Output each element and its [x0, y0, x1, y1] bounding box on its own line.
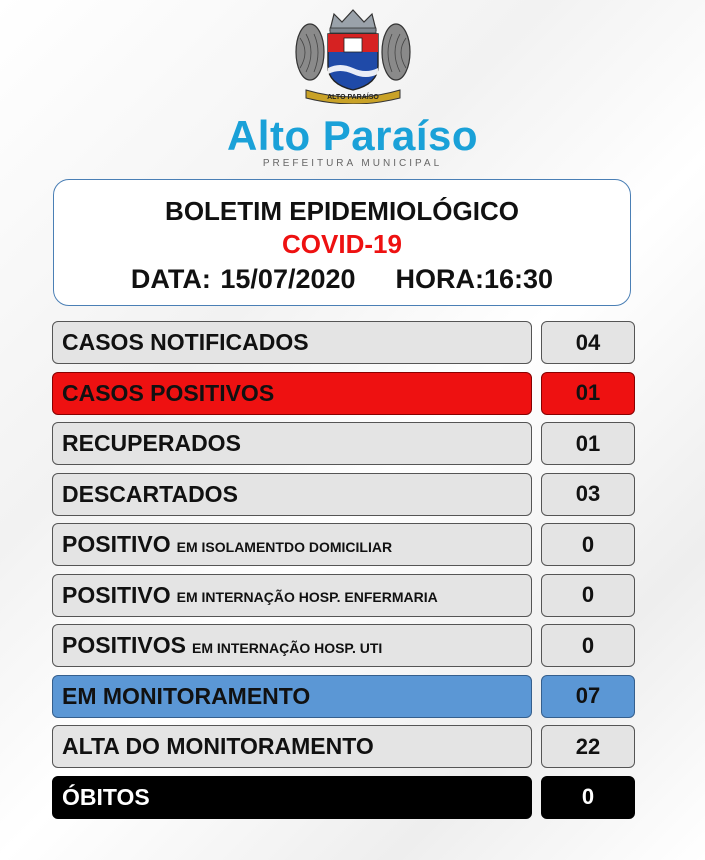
stat-label-box: [52, 321, 532, 364]
bulletin-datetime: [54, 264, 630, 295]
stat-label-box: [52, 624, 532, 667]
bulletin-date: DATA: 15/07/2020: [130, 264, 356, 294]
stat-value: 0: [541, 523, 635, 566]
stat-label: ÓBITOS: [62, 783, 150, 810]
stat-value: 0: [541, 574, 635, 617]
stat-label: POSITIVOS: [62, 632, 186, 658]
stat-row: [52, 574, 636, 617]
stat-value: 01: [541, 422, 635, 465]
stat-label: EM MONITORAMENTO: [62, 682, 311, 709]
stat-row: [52, 473, 636, 516]
stat-row: [52, 523, 636, 566]
stat-label-box: [52, 725, 532, 768]
statistics-table: [52, 321, 636, 826]
stat-label: RECUPERADOS: [62, 430, 241, 456]
stat-row: [52, 675, 636, 718]
stat-row: [52, 725, 636, 768]
bulletin-time: HORA:16:30: [395, 264, 554, 294]
bulletin-subtitle: COVID-19: [282, 229, 402, 259]
stat-value: 03: [541, 473, 635, 516]
bulletin-header: [53, 179, 631, 306]
bulletin-title: BOLETIM EPIDEMIOLÓGICO: [165, 196, 519, 226]
stat-value: 01: [541, 372, 635, 415]
stat-row: [52, 372, 636, 415]
stat-label-box: [52, 372, 532, 415]
stat-row: [52, 776, 636, 819]
stat-label-box: [52, 574, 532, 617]
municipal-logo: [0, 8, 705, 169]
stat-row: [52, 321, 636, 364]
stat-label-detail: EM INTERNAÇÃO HOSP. UTI: [191, 639, 383, 656]
stat-label-detail: EM ISOLAMENTDO DOMICILIAR: [176, 538, 393, 555]
stat-value: 22: [541, 725, 635, 768]
stat-value: 0: [541, 776, 635, 819]
stat-value: 0: [541, 624, 635, 667]
svg-text:ALTO PARAÍSO: ALTO PARAÍSO: [326, 94, 379, 101]
stat-label-box: [52, 473, 532, 516]
stat-label: POSITIVO: [62, 581, 171, 608]
stat-label: POSITIVO: [62, 531, 171, 557]
stat-value: 04: [541, 321, 635, 364]
stat-label-box: [52, 422, 532, 465]
stat-value: 07: [541, 675, 635, 718]
coat-of-arms-icon: [288, 8, 418, 104]
stat-label: CASOS POSITIVOS: [62, 379, 275, 406]
stat-label: ALTA DO MONITORAMENTO: [62, 733, 374, 759]
stat-label: DESCARTADOS: [62, 480, 238, 507]
stat-label-box: [52, 523, 532, 566]
stat-row: [52, 624, 636, 667]
brand-name: Alto Paraíso: [226, 112, 479, 159]
stat-row: [52, 422, 636, 465]
stat-label-box: [52, 776, 532, 819]
stat-label: CASOS NOTIFICADOS: [62, 329, 309, 355]
stat-label-detail: EM INTERNAÇÃO HOSP. ENFERMARIA: [176, 589, 438, 605]
brand-subtitle: PREFEITURA MUNICIPAL: [262, 158, 443, 169]
stat-label-box: [52, 675, 532, 718]
